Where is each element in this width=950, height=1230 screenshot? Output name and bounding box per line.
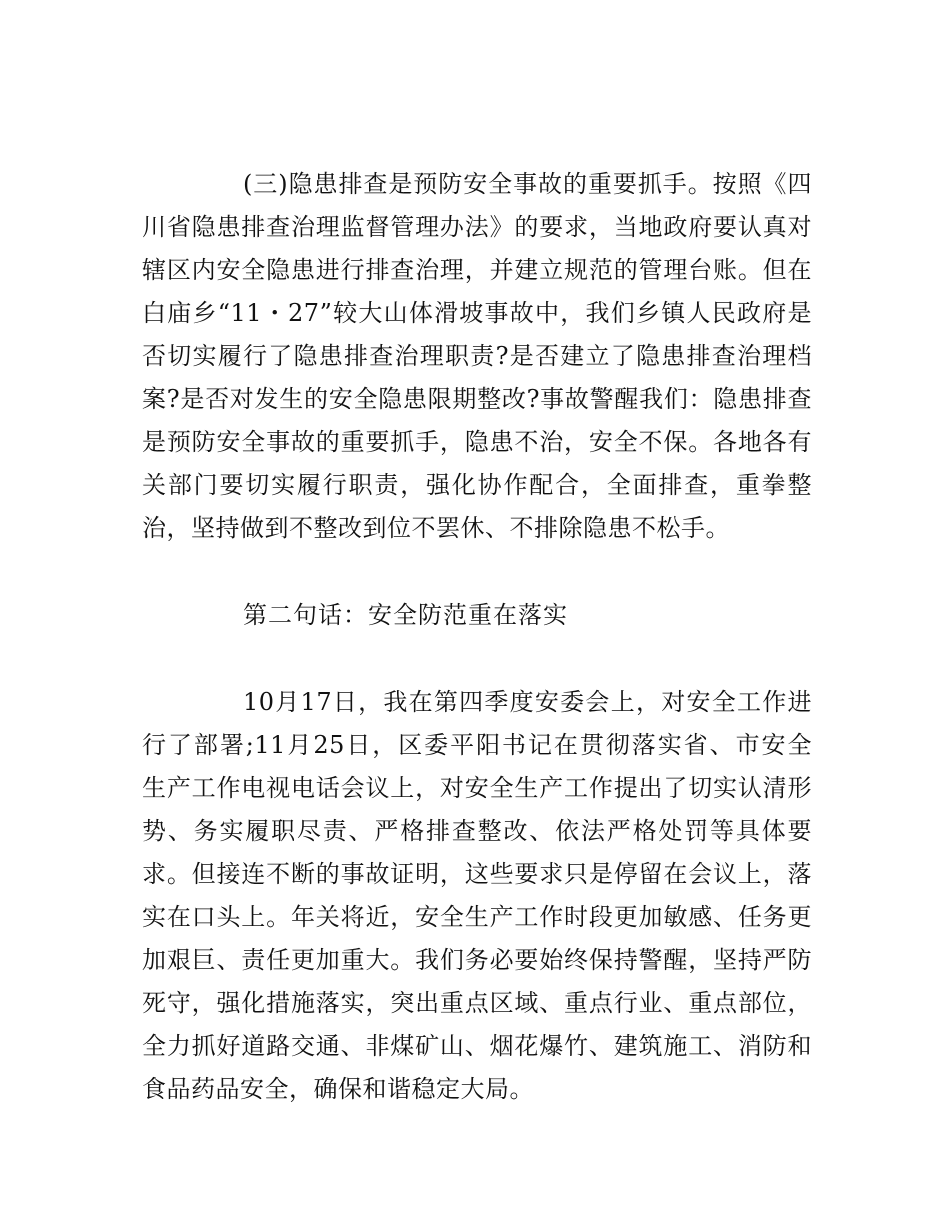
paragraph-line: 全力抓好道路交通、非煤矿山、烟花爆竹、建筑施工、消防和 xyxy=(142,1032,812,1060)
paragraph-line: 食品药品安全，确保和谐稳定大局。 xyxy=(142,1075,534,1103)
paragraph-line: 加艰巨、责任更加重大。我们务必要始终保持警醒，坚持严防 xyxy=(142,946,812,974)
paragraph-line: 否切实履行了隐患排查治理职责?是否建立了隐患排查治理档 xyxy=(142,342,812,370)
paragraph-line: 治，坚持做到不整改到位不罢休、不排除隐患不松手。 xyxy=(142,514,730,542)
paragraph-line: 辖区内安全隐患进行排查治理，并建立规范的管理台账。但在 xyxy=(142,256,812,284)
paragraph-line: 生产工作电视电话会议上，对安全生产工作提出了切实认清形 xyxy=(142,774,812,802)
paragraph-line: 川省隐患排查治理监督管理办法》的要求，当地政府要认真对 xyxy=(142,213,812,241)
paragraph-line: 关部门要切实履行职责，强化协作配合，全面排查，重拳整 xyxy=(142,471,812,499)
paragraph-line: 白庙乡“11・27”较大山体滑坡事故中，我们乡镇人民政府是 xyxy=(142,299,812,327)
section-heading: 第二句话：安全防范重在落实 xyxy=(243,601,568,629)
paragraph-line: (三)隐患排查是预防安全事故的重要抓手。按照《四 xyxy=(243,170,812,198)
paragraph-line: 是预防安全事故的重要抓手，隐患不治，安全不保。各地各有 xyxy=(142,428,812,456)
paragraph-line: 实在口头上。年关将近，安全生产工作时段更加敏感、任务更 xyxy=(142,903,812,931)
paragraph-line: 行了部署;11月25日，区委平阳书记在贯彻落实省、市安全 xyxy=(142,731,812,759)
paragraph-line: 案?是否对发生的安全隐患限期整改?事故警醒我们：隐患排查 xyxy=(142,385,812,413)
paragraph-line: 10月17日，我在第四季度安委会上，对安全工作进 xyxy=(243,688,812,716)
paragraph-line: 势、务实履职尽责、严格排查整改、依法严格处罚等具体要 xyxy=(142,817,812,845)
paragraph-line: 死守，强化措施落实，突出重点区域、重点行业、重点部位， xyxy=(142,989,812,1017)
paragraph-line: 求。但接连不断的事故证明，这些要求只是停留在会议上，落 xyxy=(142,860,812,888)
